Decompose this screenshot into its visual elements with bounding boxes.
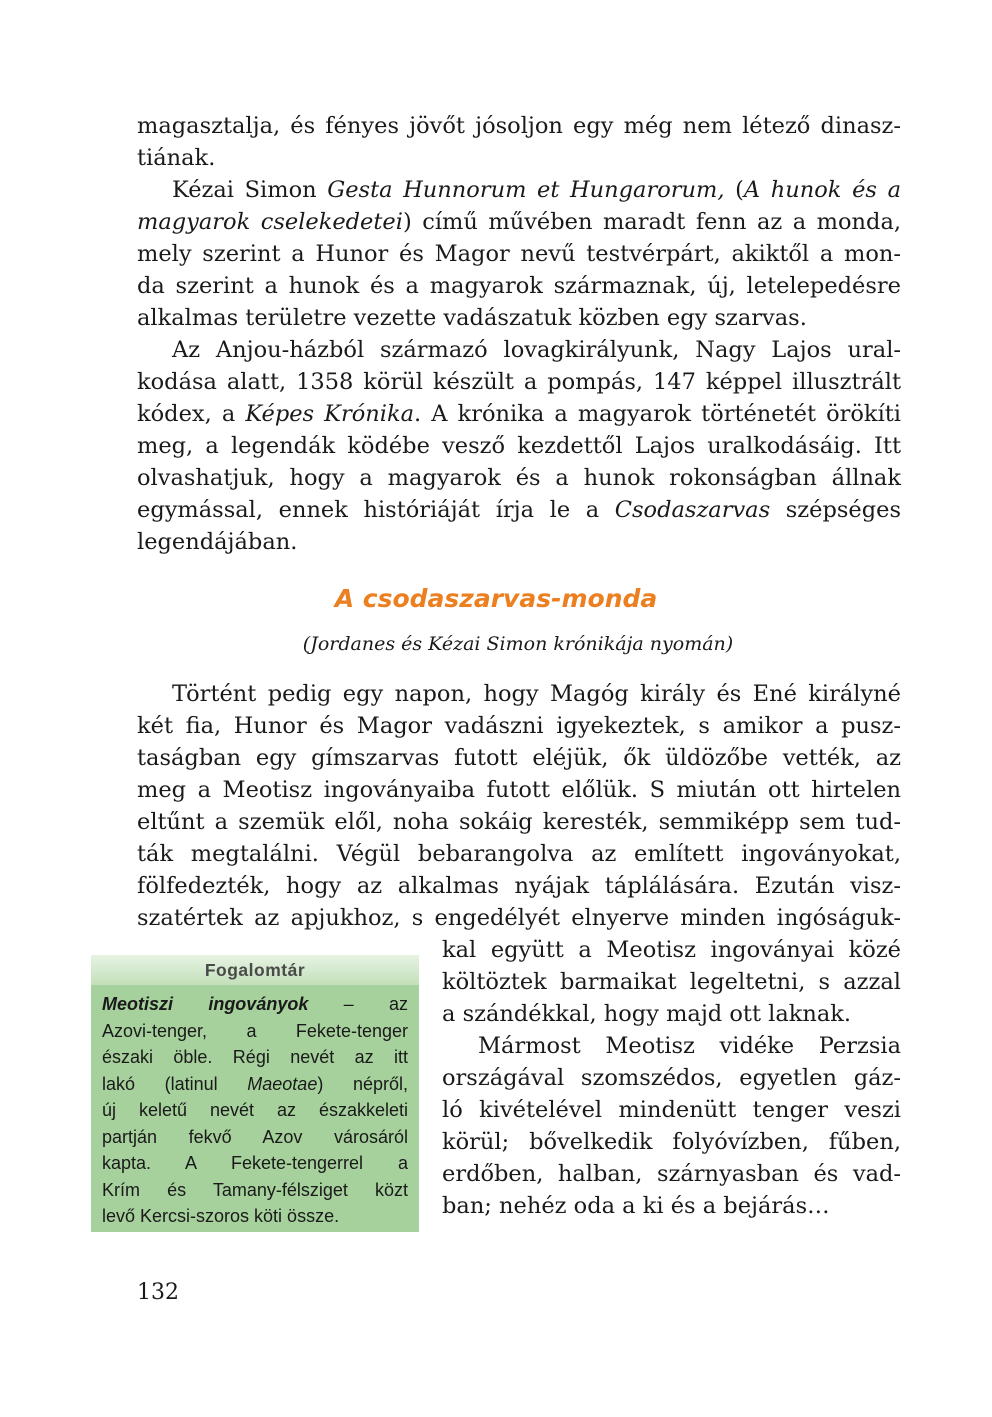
glossary-line: új keletű nevét az északkeleti [102,1100,408,1120]
text-line: meg, a legendák ködébe vesző kezdettől Lajos uralkodásáig. Itt [137,433,901,459]
text-line: ban; nehéz oda a ki és a bejárás… [442,1193,830,1219]
text-line: szatértek az apjukhoz, s engedélyét elnyerve minden ingóságuk- [137,905,901,931]
text-line: a szándékkal, hogy majd ott laknak. [442,1001,852,1027]
text-line: költöztek barmaikat legeltetni, s azzal [442,969,901,995]
text-line: kal együtt a Meotisz ingoványai közé [442,937,901,963]
text-line: meg a Meotisz ingoványaiba futott előlük. S miután ott hirtelen [137,777,901,803]
text-line: magasztalja, és fényes jövőt jósoljon egy még nem létező dinasz- [137,113,901,139]
glossary-box [91,955,419,1232]
text-line: tiának. [137,145,216,171]
text-line: eltűnt a szemük elől, noha sokáig keresték, semmiképp sem tud- [137,809,901,835]
glossary-line: partján fekvő Azov városáról [102,1126,408,1147]
page-number: 132 [137,1280,179,1305]
glossary-line: kapta. A Fekete-tengerrel a [102,1153,408,1173]
text-line: Az Anjou-házból származó lovagkirályunk, Nagy Lajos ural- [172,337,901,363]
text-line: Mármost Meotisz vidéke Perzsia [478,1033,901,1059]
text-line: ló kivételével mindenütt tenger veszi [442,1097,901,1123]
text-line: erdőben, halban, szárnyasban és vad- [442,1161,901,1187]
text-line: olvashatjuk, hogy a magyarok és a hunok rokonságban állnak [137,465,901,491]
text-line: körül; bővelkedik folyóvízben, fűben, [442,1129,901,1155]
glossary-line: lakó (latinul Maeotae) népről, [102,1073,408,1094]
text-line: Történt pedig egy napon, hogy Magóg király és Ené királyné [172,681,901,707]
text-line: kódex, a Képes Krónika. A krónika a magyarok történetét örökíti [137,401,901,427]
text-line: legendájában. [137,529,298,555]
text-line: ták megtalálni. Végül bebarangolva az említett ingoványokat, [137,841,901,867]
text-line: da szerint a hunok és a magyarok származnak, új, letelepedésre [137,273,901,299]
section-subtitle: (Jordanes és Kézai Simon krónikája nyomán) [302,633,734,655]
text-line: magyarok cselekedetei) című művében maradt fenn az a monda, [137,209,902,235]
glossary-line: északi öble. Régi nevét az itt [102,1047,408,1067]
glossary-line: levő Kercsi-szoros köti össze. [102,1206,340,1226]
text-line: egymással, ennek históriáját írja le a Csodaszarvas szépséges [137,497,901,523]
text-line: két fia, Hunor és Magor vadászni igyekeztek, s amikor a pusz- [137,713,901,739]
text-line: fölfedezték, hogy az alkalmas nyájak táplálására. Ezután visz- [137,873,901,899]
text-line: alkalmas területre vezette vadászatuk közben egy szarvas. [137,305,807,331]
text-line: kodása alatt, 1358 körül készült a pompás, 147 képpel illusztrált [137,369,901,395]
section-title: A csodaszarvas-monda [334,584,658,613]
text-line: mely szerint a Hunor és Magor nevű testvérpárt, akiktől a mon- [137,241,901,267]
glossary-line: Meotiszi ingoványok – az [102,994,408,1014]
glossary-title: Fogalomtár [91,955,419,985]
text-line: Kézai Simon Gesta Hunnorum et Hungarorum, (A hunok és a [172,177,901,203]
glossary-line: Krím és Tamany-félsziget közt [102,1179,408,1200]
text-line: taságban egy gímszarvas futott eléjük, ők üldözőbe vették, az [137,745,901,771]
glossary-line: Azovi-tenger, a Fekete-tenger [102,1020,408,1041]
text-line: országával szomszédos, egyetlen gáz- [442,1065,901,1091]
